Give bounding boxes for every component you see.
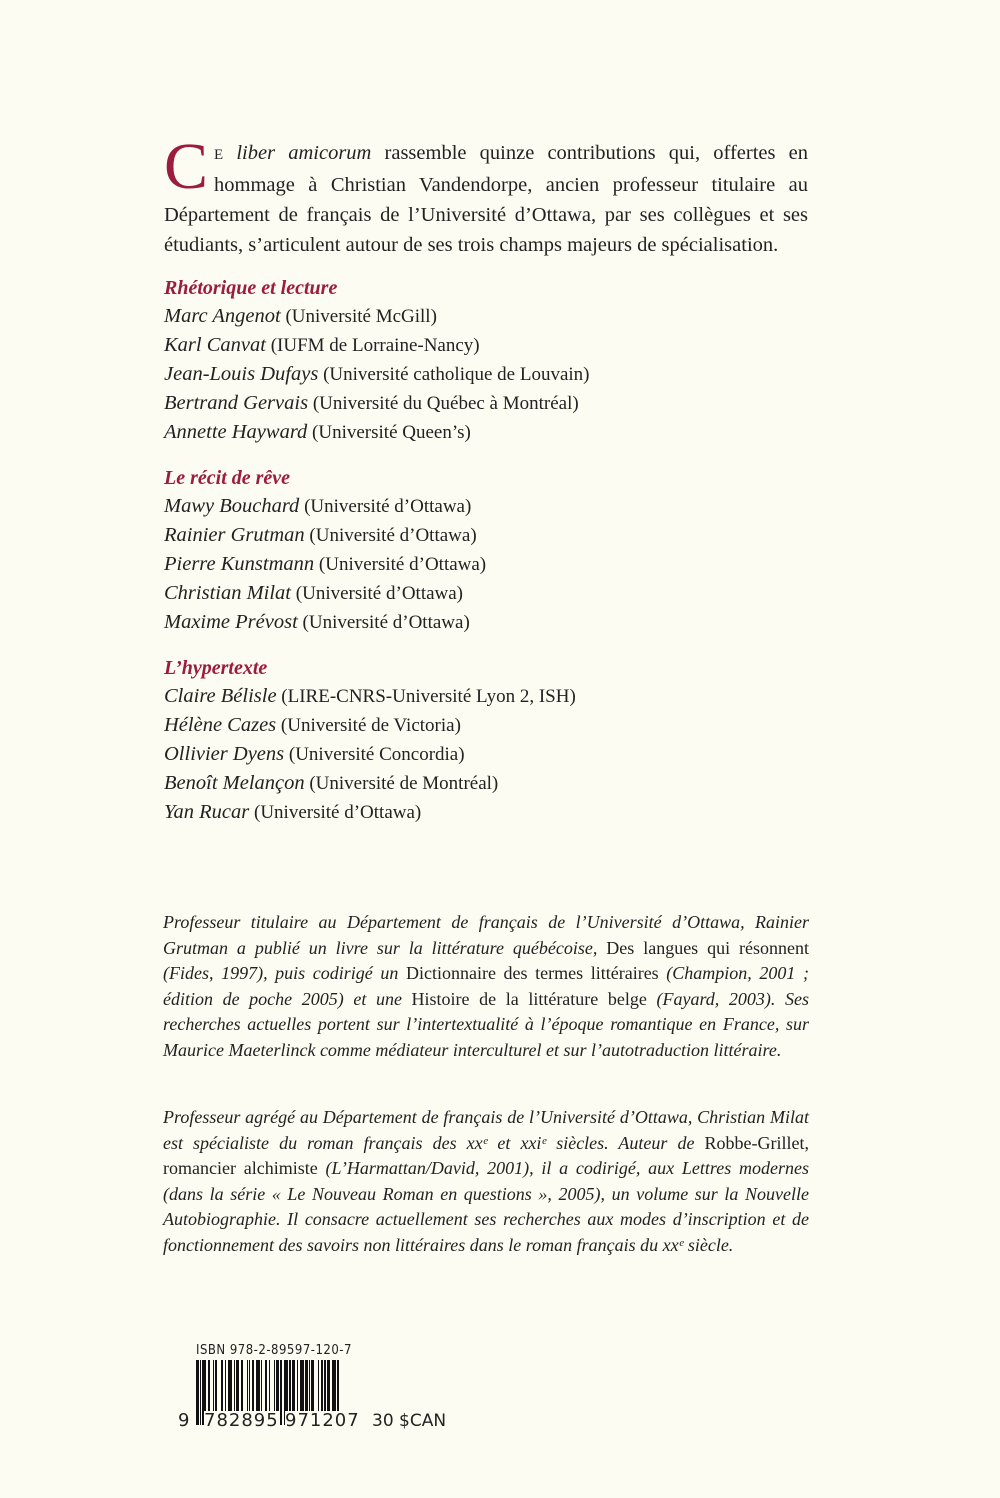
- contributor-name: Bertrand Gervais: [164, 392, 309, 414]
- contributor: [164, 769, 808, 798]
- contributor: [164, 331, 808, 360]
- contributor-affiliation: (Université d’Ottawa): [254, 802, 422, 823]
- contributor-name: Benoît Melançon: [164, 772, 305, 794]
- contributor-affiliation: (Université du Québec à Montréal): [312, 393, 579, 414]
- contributor-name: Christian Milat: [164, 582, 292, 604]
- section: [164, 654, 808, 827]
- book-title: Dictionnaire des termes littéraires: [405, 963, 659, 984]
- book-title: Histoire de la littérature belge: [411, 988, 647, 1009]
- contributor-name: Annette Hayward: [164, 421, 308, 443]
- contributor-affiliation: (Université d’Ottawa): [302, 612, 470, 633]
- contributor: [164, 492, 808, 521]
- contributor-affiliation: (Université McGill): [285, 306, 437, 327]
- section-title: L’hypertexte: [164, 657, 268, 679]
- contributor: [164, 579, 808, 608]
- contributor-affiliation: (Université d’Ottawa): [309, 525, 477, 546]
- contributor: [164, 711, 808, 740]
- price: 30 $CAN: [372, 1411, 447, 1431]
- contributor-name: Ollivier Dyens: [164, 743, 285, 765]
- contributor-affiliation: (LIRE-CNRS-Université Lyon 2, ISH): [281, 686, 576, 707]
- contributor-affiliation: (Université de Victoria): [280, 715, 461, 736]
- contributor: [164, 302, 808, 331]
- barcode-lead-digit: 9: [178, 1410, 190, 1431]
- contributor-name: Maxime Prévost: [164, 611, 298, 633]
- section-title: Rhétorique et lecture: [164, 277, 338, 299]
- bio-text: (Champion, 2001 ; édition de poche 2005) et une: [163, 963, 809, 1009]
- section: [164, 464, 808, 637]
- contributor-name: Marc Angenot: [164, 305, 281, 327]
- bio-text: (Fayard, 2003). Ses recherches actuelles portent sur l’intertextualité à l’époque romantique en France, sur Maurice Maeterlinck comme médiateur interculturel et sur l’autotraduction littéraire.: [163, 988, 809, 1060]
- contributors-sections: [164, 274, 808, 827]
- book-title: Robbe-Grillet, romancier alchimiste: [163, 1132, 809, 1179]
- bio-text: (Fides, 1997), puis codirigé un: [163, 963, 406, 984]
- contributor-name: Jean-Louis Dufays: [164, 363, 319, 385]
- contributor-name: Karl Canvat: [164, 334, 266, 356]
- contributor: [164, 360, 808, 389]
- contributor: [164, 740, 808, 769]
- book-title: Des langues qui résonnent: [606, 937, 809, 958]
- contributor: [164, 798, 808, 827]
- contributor: [164, 418, 808, 447]
- contributor-name: Pierre Kunstmann: [164, 553, 315, 575]
- bio-text: Professeur agrégé au Département de français de l’Université d’Ottawa, Christian Milat est spécialiste du roman français des xxᵉ et xxiᵉ siècles. Auteur de: [163, 1107, 809, 1153]
- contributor-name: Claire Bélisle: [164, 685, 277, 707]
- contributor-name: Mawy Bouchard: [164, 495, 300, 517]
- contributor-name: Yan Rucar: [164, 801, 250, 823]
- drop-cap: C: [164, 130, 209, 203]
- contributor-affiliation: (Université d’Ottawa): [318, 554, 487, 575]
- contributor-name: Rainier Grutman: [164, 524, 305, 546]
- contributor: [164, 521, 808, 550]
- bio-text: (L’Harmattan/David, 2001), il a codirigé, aux Lettres modernes (dans la série « Le Nouveau Roman en questions », 2005), un volume sur la Nouvelle Autobiographie. Il consacre actuellement ses recherches aux modes d’inscription et de fonctionnement des savoirs non littéraires dans le roman français du xxᵉ siècle.: [163, 1158, 810, 1255]
- isbn-label: ISBN 978-2-89597-120-7: [196, 1343, 352, 1358]
- section: [164, 274, 808, 447]
- contributor-affiliation: (Université de Montréal): [309, 773, 499, 794]
- contributor: [164, 550, 808, 579]
- back-cover-text: [164, 130, 808, 827]
- contributor: [164, 389, 808, 418]
- contributor-affiliation: (Université catholique de Louvain): [323, 364, 590, 385]
- contributor-name: Hélène Cazes: [164, 714, 277, 736]
- contributor-affiliation: (Université Concordia): [288, 744, 465, 765]
- barcode-group-1: 782895: [204, 1410, 279, 1431]
- bio-text: Professeur titulaire au Département de français de l’Université d’Ottawa, Rainier Grutman a publié un livre sur la littérature québécoise,: [163, 912, 809, 958]
- contributor-affiliation: (Université d’Ottawa): [304, 496, 472, 517]
- section-title: Le récit de rêve: [164, 467, 291, 489]
- contributor-affiliation: (IUFM de Lorraine-Nancy): [270, 335, 480, 356]
- contributor-affiliation: (Université d’Ottawa): [295, 583, 464, 604]
- contributor-affiliation: (Université Queen’s): [312, 422, 471, 443]
- intro-paragraph: C E liber amicorum rassemble quinze contributions qui, offertes en hommage à Christian Vandendorpe, ancien professeur titulaire au Département de français de l’Université d’Ottawa, par ses collègues et ses étudiants, s’articulent autour de ses trois champs majeurs de spécialisation.: [164, 130, 808, 256]
- barcode-group-2: 971207: [285, 1410, 360, 1431]
- bio-rainier-grutman: [163, 910, 809, 1064]
- contributor: [164, 682, 808, 711]
- contributor: [164, 608, 808, 637]
- bio-christian-milat: [163, 1105, 809, 1259]
